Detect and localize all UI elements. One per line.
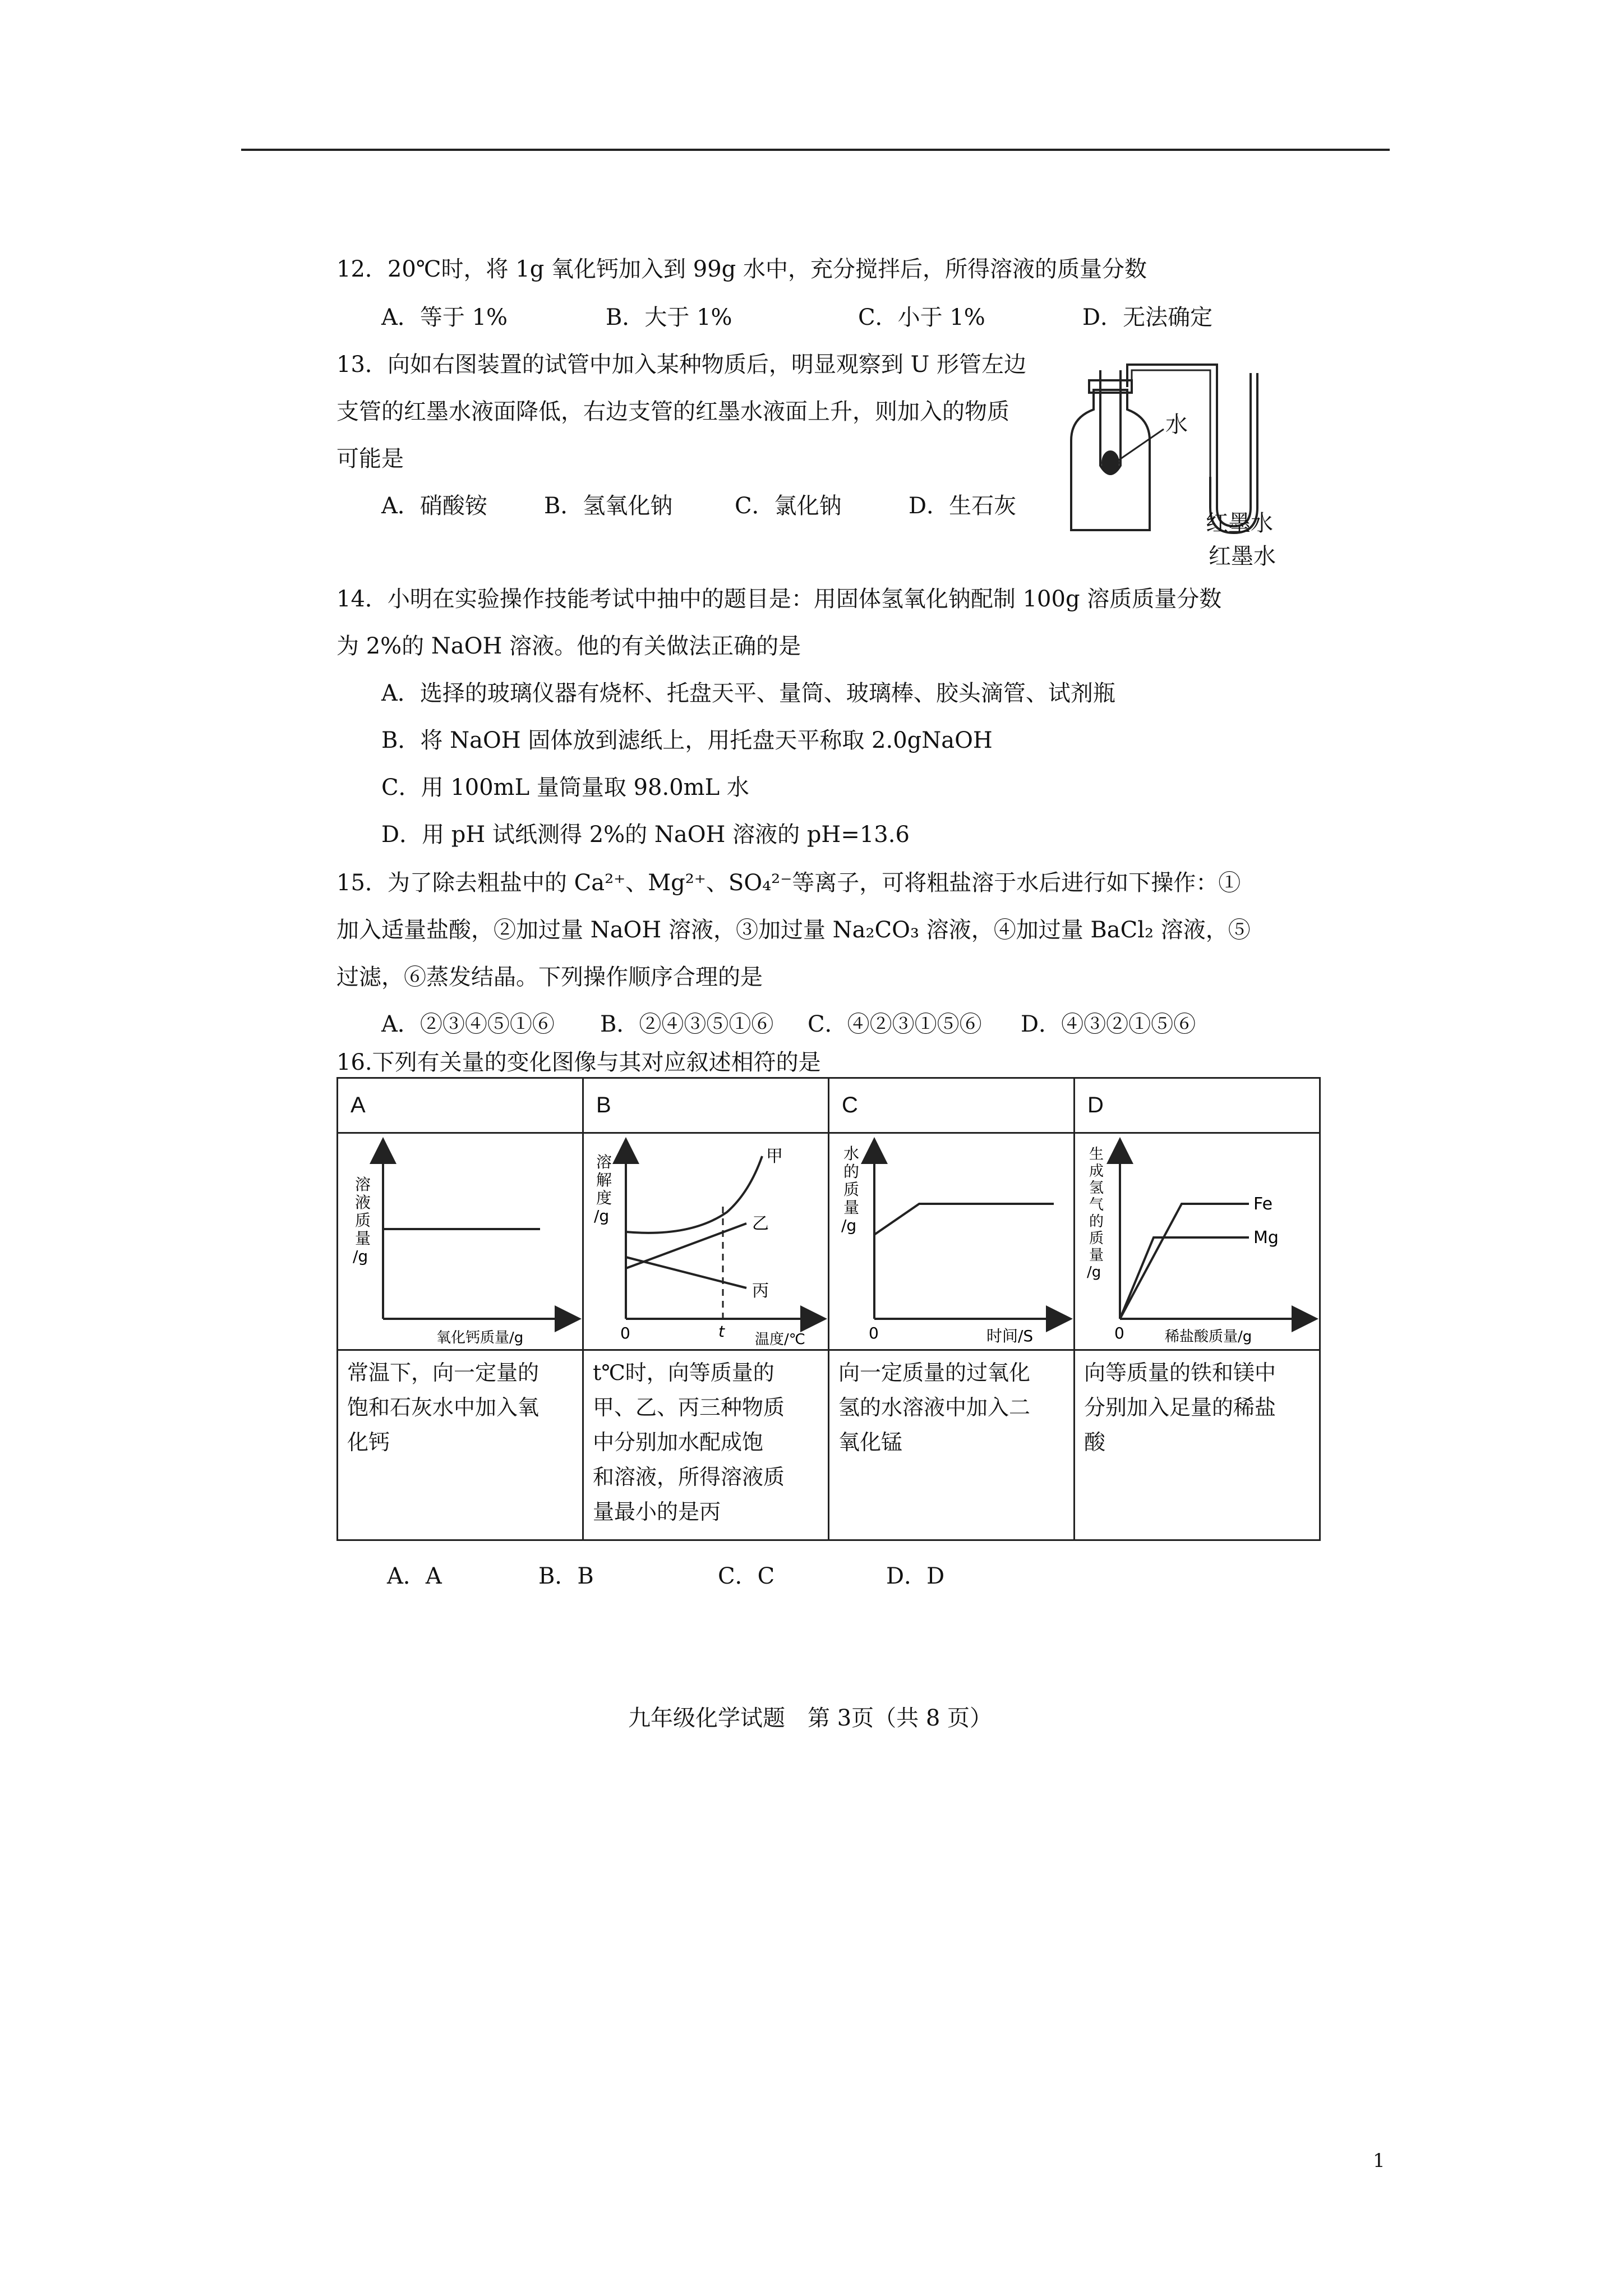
graph-d-ylabel-4: 气	[1089, 1197, 1104, 1213]
graph-d-ylabel-8: /g	[1087, 1264, 1101, 1281]
desc-d-line3: 酸	[1084, 1430, 1106, 1455]
graph-d-origin: 0	[1114, 1324, 1124, 1342]
graph-c-line	[874, 1204, 1054, 1235]
desc-b-line5: 量最小的是丙	[593, 1499, 721, 1524]
graph-a-ylabel-1: 溶	[355, 1175, 371, 1194]
q16-table	[336, 1077, 1321, 1541]
header-c: C	[829, 1078, 1075, 1133]
header-a: A	[338, 1078, 583, 1133]
graph-b-ylabel-3: 度	[596, 1189, 612, 1207]
desc-d-line2: 分别加入足量的稀盐	[1084, 1395, 1276, 1420]
q12-stem: 12．20℃时，将 1g 氧化钙加入到 99g 水中，充分搅拌后，所得溶液的质量分数	[336, 256, 1147, 282]
header-d: D	[1075, 1078, 1320, 1133]
graph-b-label-yi: 乙	[752, 1214, 769, 1234]
desc-d	[1075, 1350, 1320, 1540]
page-footer: 九年级化学试题 第 3页（共 8 页）	[628, 1705, 993, 1731]
graph-b-ylabel-4: /g	[594, 1207, 610, 1225]
graph-c-origin: 0	[869, 1324, 879, 1342]
q13-option-d: D．生石灰	[909, 493, 1017, 519]
q14-option-a: A．选择的玻璃仪器有烧杯、托盘天平、量筒、玻璃棒、胶头滴管、试剂瓶	[381, 680, 1115, 706]
graph-d-ylabel-1: 生	[1089, 1146, 1104, 1163]
desc-b	[583, 1350, 829, 1540]
graph-a	[338, 1134, 582, 1347]
red-ink-label: 红墨水	[1209, 544, 1276, 569]
q15-option-d: D．④③②①⑤⑥	[1021, 1011, 1196, 1037]
graph-c-ylabel-2: 的	[843, 1162, 860, 1181]
header-b: B	[583, 1078, 829, 1133]
q16-stem: 16.下列有关量的变化图像与其对应叙述相符的是	[336, 1050, 821, 1075]
q13-stem-line1: 13．向如右图装置的试管中加入某种物质后，明显观察到 U 形管左边	[336, 352, 1027, 378]
q13-option-b: B．氢氧化钠	[544, 493, 673, 519]
q14-option-b: B．将 NaOH 固体放到滤纸上，用托盘天平称取 2.0gNaOH	[381, 728, 993, 753]
graph-c-ylabel-3: 质	[843, 1180, 860, 1199]
graph-d-xlabel: 稀盐酸质量/g	[1165, 1328, 1252, 1345]
graph-a-ylabel-4: 量	[355, 1229, 371, 1248]
graph-d-label-fe: Fe	[1253, 1194, 1273, 1214]
q14-option-c: C．用 100mL 量筒量取 98.0mL 水	[381, 775, 749, 800]
q15-option-a: A．②③④⑤①⑥	[381, 1011, 555, 1037]
q14-stem-line2: 为 2%的 NaOH 溶液。他的有关做法正确的是	[336, 633, 801, 659]
q13-stem-line2: 支管的红墨水液面降低，右边支管的红墨水液面上升，则加入的物质	[336, 399, 1009, 425]
header-rule	[241, 149, 1390, 151]
graph-d-ylabel-2: 成	[1089, 1163, 1104, 1180]
desc-a-line2: 饱和石灰水中加入氧	[347, 1395, 540, 1420]
q13-stem-line3: 可能是	[336, 446, 404, 472]
graph-a-ylabel-2: 液	[355, 1193, 371, 1212]
graph-c-xlabel: 时间/S	[986, 1327, 1034, 1345]
desc-c-line2: 氢的水溶液中加入二	[838, 1395, 1031, 1420]
graph-b-t-tick: t	[718, 1322, 725, 1341]
desc-b-line1: t℃时，向等质量的	[593, 1360, 774, 1385]
graph-b-label-jia: 甲	[766, 1147, 783, 1166]
graph-b	[584, 1134, 828, 1347]
desc-a-line1: 常温下，向一定量的	[347, 1360, 540, 1385]
u-tube-apparatus-figure	[1066, 348, 1312, 569]
graph-b-origin: 0	[620, 1324, 630, 1342]
desc-c-line1: 向一定质量的过氧化	[838, 1360, 1031, 1385]
desc-a-line3: 化钙	[347, 1430, 390, 1455]
q12-option-d: D．无法确定	[1082, 305, 1213, 330]
q12-option-a: A．等于 1%	[381, 305, 508, 330]
graph-b-curve-jia	[626, 1156, 762, 1233]
graph-c-ylabel-4: 量	[843, 1198, 860, 1217]
graph-b-line-bing	[626, 1257, 746, 1288]
q14-stem-line1: 14．小明在实验操作技能考试中抽中的题目是：用固体氢氧化钠配制 100g 溶质质量分数	[336, 586, 1222, 612]
graph-d-cell	[1075, 1133, 1320, 1350]
water-label: 水	[1165, 412, 1188, 438]
graph-a-ylabel-3: 质	[355, 1211, 371, 1230]
page-number: 1	[1373, 2150, 1385, 2172]
q15-option-c: C．④②③①⑤⑥	[808, 1011, 982, 1037]
graph-b-xlabel: 温度/℃	[755, 1331, 805, 1348]
q12-option-b: B．大于 1%	[606, 305, 732, 330]
graph-d-ylabel-6: 质	[1089, 1230, 1104, 1247]
graph-d-label-mg: Mg	[1253, 1228, 1279, 1248]
graph-c-cell	[829, 1133, 1075, 1350]
desc-b-line4: 和溶液，所得溶液质	[593, 1465, 785, 1489]
graph-d-ylabel-3: 氢	[1089, 1180, 1104, 1197]
red-ink-caption: 红墨水	[1206, 510, 1273, 536]
graph-a-xlabel: 氧化钙质量/g	[436, 1329, 524, 1346]
desc-c-line3: 氧化锰	[838, 1430, 903, 1455]
q13-option-a: A．硝酸铵	[381, 493, 487, 519]
graph-c	[829, 1134, 1073, 1347]
q15-stem-line3: 过滤，⑥蒸发结晶。下列操作顺序合理的是	[336, 964, 763, 990]
q16-option-a: A．A	[387, 1563, 442, 1589]
graph-d-ylabel-5: 的	[1089, 1213, 1104, 1230]
desc-c	[829, 1350, 1075, 1540]
q13-option-c: C．氯化钠	[735, 493, 842, 519]
q15-option-b: B．②④③⑤①⑥	[600, 1011, 774, 1037]
graph-c-ylabel-5: /g	[841, 1216, 857, 1235]
graph-b-label-bing: 丙	[752, 1281, 769, 1301]
q16-option-b: B．B	[538, 1563, 594, 1589]
desc-d-line1: 向等质量的铁和镁中	[1084, 1360, 1276, 1385]
q16-option-c: C．C	[718, 1563, 775, 1589]
graph-d-line-mg	[1120, 1237, 1249, 1319]
q12-option-c: C．小于 1%	[858, 305, 985, 330]
graph-d-ylabel-7: 量	[1089, 1247, 1104, 1264]
graph-d	[1075, 1134, 1319, 1347]
graph-c-ylabel-1: 水	[843, 1144, 860, 1163]
q15-stem-line2: 加入适量盐酸，②加过量 NaOH 溶液，③加过量 Na₂CO₃ 溶液，④加过量 BaCl₂ 溶液，⑤	[336, 917, 1251, 943]
graph-b-ylabel-1: 溶	[596, 1153, 612, 1171]
desc-b-line2: 甲、乙、丙三种物质	[593, 1395, 785, 1420]
graph-b-ylabel-2: 解	[596, 1171, 612, 1189]
graph-b-cell	[583, 1133, 829, 1350]
graph-a-ylabel-5: /g	[353, 1247, 368, 1266]
q14-option-d: D．用 pH 试纸测得 2%的 NaOH 溶液的 pH=13.6	[381, 822, 910, 848]
q15-stem-line1: 15．为了除去粗盐中的 Ca²⁺、Mg²⁺、SO₄²⁻等离子，可将粗盐溶于水后进行如下操作：①	[336, 870, 1241, 896]
desc-a	[338, 1350, 583, 1540]
desc-b-line3: 中分别加水配成饱	[593, 1430, 764, 1455]
graph-a-cell	[338, 1133, 583, 1350]
q16-option-d: D．D	[886, 1563, 945, 1589]
graph-d-line-fe	[1120, 1204, 1249, 1319]
